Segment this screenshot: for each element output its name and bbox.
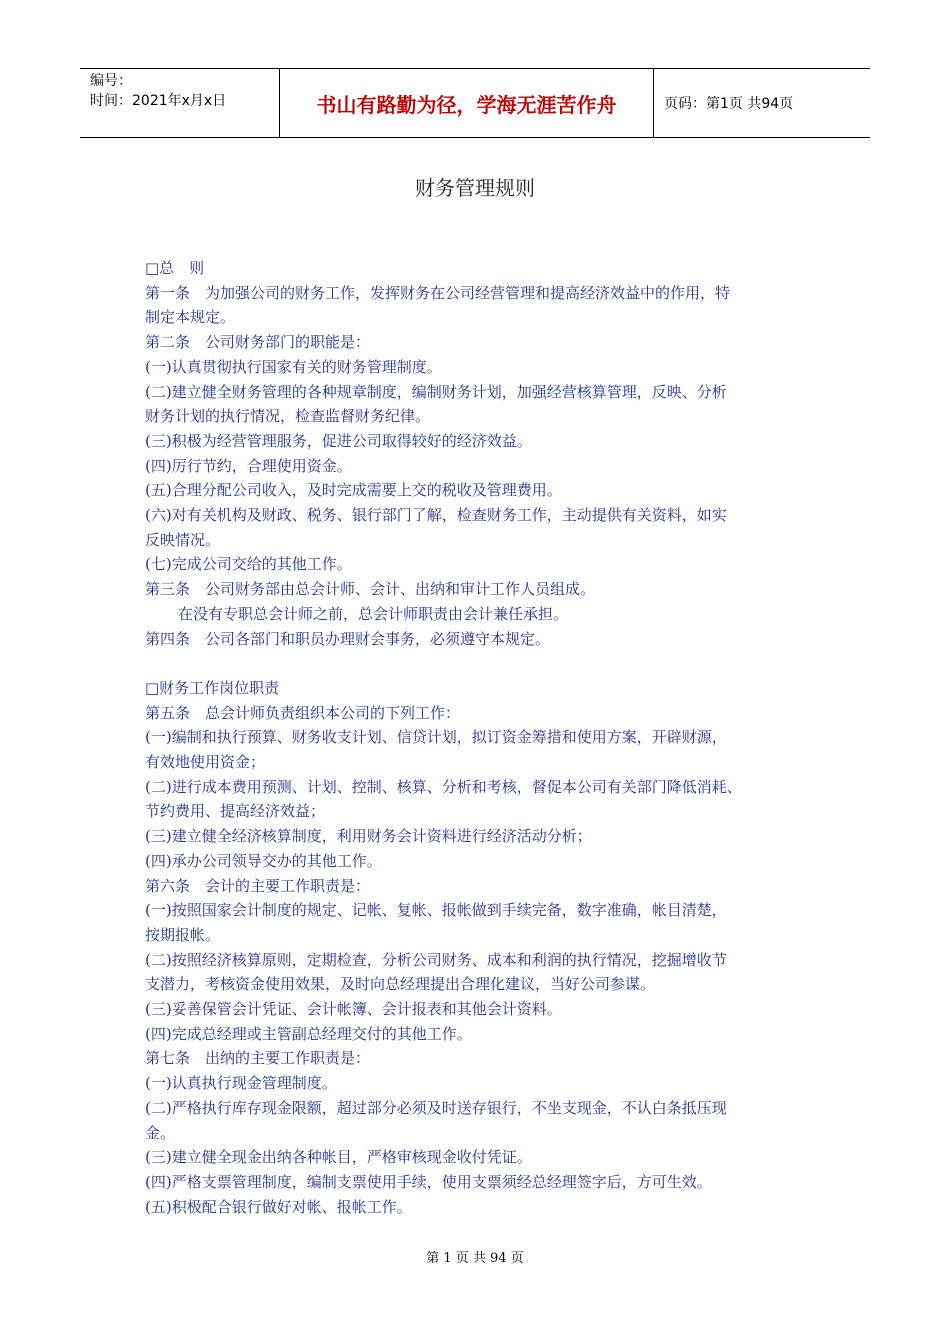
body-line: (四)完成总经理或主管副总经理交付的其他工作。	[145, 1024, 472, 1043]
body-line: (四)厉行节约，合理使用资金。	[145, 456, 352, 475]
body-line: □总 则	[145, 259, 205, 277]
body-line: 金。	[145, 1123, 176, 1142]
header-page-cell	[654, 69, 870, 137]
body-line: (五)合理分配公司收入，及时完成需要上交的税收及管理费用。	[145, 481, 562, 500]
body-line: (二)进行成本费用预测、计划、控制、核算、分析和考核，督促本公司有关部门降低消耗、	[145, 777, 742, 796]
page-footer: 第 1 页 共 94 页	[426, 1251, 524, 1266]
body-line: (二)按照经济核算原则，定期检查，分析公司财务、成本和利润的执行情况，挖掘增收节	[145, 950, 727, 969]
body-line: 按期报帐。	[145, 925, 221, 944]
body-line: (五)积极配合银行做好对帐、报帐工作。	[145, 1197, 412, 1216]
body-line: (一)认真执行现金管理制度。	[145, 1074, 337, 1093]
body-line: 第三条 公司财务部由总会计师、会计、出纳和审计工作人员组成。	[145, 580, 596, 599]
body-line: (六)对有关机构及财政、税务、银行部门了解，检查财务工作，主动提供有关资料，如实	[145, 506, 727, 525]
body-line: 节约费用、提高经济效益；	[145, 802, 326, 821]
body-line: 第四条 公司各部门和职员办理财会事务，必须遵守本规定。	[145, 629, 551, 648]
time-label: 时间：2021年x月x日	[90, 93, 227, 109]
document-body	[145, 256, 825, 1219]
body-line: 第二条 公司财务部门的职能是：	[145, 333, 371, 352]
body-line: (一)编制和执行预算、财务收支计划、信贷计划，拟订资金筹措和使用方案，开辟财源，	[145, 728, 727, 747]
body-line: 第七条 出纳的主要工作职责是：	[145, 1049, 371, 1068]
body-line: (三)建立健全现金出纳各种帐目，严格审核现金收付凭证。	[145, 1148, 532, 1167]
body-line: 第一条 为加强公司的财务工作，发挥财务在公司经营管理和提高经济效益中的作用，特	[145, 283, 731, 302]
document-title: 财务管理规则	[415, 176, 535, 200]
body-line: 制定本规定。	[145, 308, 236, 327]
body-line: (一)按照国家会计制度的规定、记帐、复帐、报帐做到手续完备，数字准确，帐目清楚，	[145, 901, 727, 920]
body-line: 第五条 总会计师负责组织本公司的下列工作：	[145, 703, 461, 722]
header-table	[80, 68, 870, 138]
body-line: (四)严格支票管理制度，编制支票使用手续，使用支票须经总经理签字后，方可生效。	[145, 1173, 712, 1191]
header-meta-cell	[80, 69, 280, 137]
body-line: 有效地使用资金；	[145, 753, 266, 772]
body-line: 支潜力，考核资金使用效果，及时向总经理提出合理化建议，当好公司参谋。	[145, 975, 656, 994]
body-line: (三)建立健全经济核算制度，利用财务会计资料进行经济活动分析；	[145, 827, 592, 846]
body-line: (三)妥善保管会计凭证、会计帐簿、会计报表和其他会计资料。	[145, 1000, 562, 1019]
page-info: 页码：第1页 共94页	[664, 96, 794, 112]
body-line: (三)积极为经营管理服务，促进公司取得较好的经济效益。	[145, 431, 532, 450]
motto-text: 书山有路勤为径，学海无涯苦作舟	[316, 92, 617, 117]
body-line: (四)承办公司领导交办的其他工作。	[145, 851, 382, 870]
body-line: (七)完成公司交给的其他工作。	[145, 555, 352, 574]
body-line: 在没有专职总会计师之前，总会计师职责由会计兼任承担。	[178, 604, 569, 623]
body-line: 财务计划的执行情况，检查监督财务纪律。	[145, 407, 431, 426]
number-label: 编号：	[90, 73, 132, 89]
header-motto-cell	[280, 69, 654, 137]
body-line: 反映情况。	[145, 530, 221, 549]
body-line: (二)建立健全财务管理的各种规章制度，编制财务计划，加强经营核算管理，反映、分析	[145, 382, 727, 401]
body-line: (一)认真贯彻执行国家有关的财务管理制度。	[145, 357, 442, 376]
paragraph-gap	[145, 651, 825, 676]
body-line: (二)严格执行库存现金限额，超过部分必须及时送存银行，不坐支现金，不认白条抵压现	[145, 1098, 727, 1117]
body-line: 第六条 会计的主要工作职责是：	[145, 876, 371, 895]
body-line: □财务工作岗位职责	[145, 678, 280, 697]
